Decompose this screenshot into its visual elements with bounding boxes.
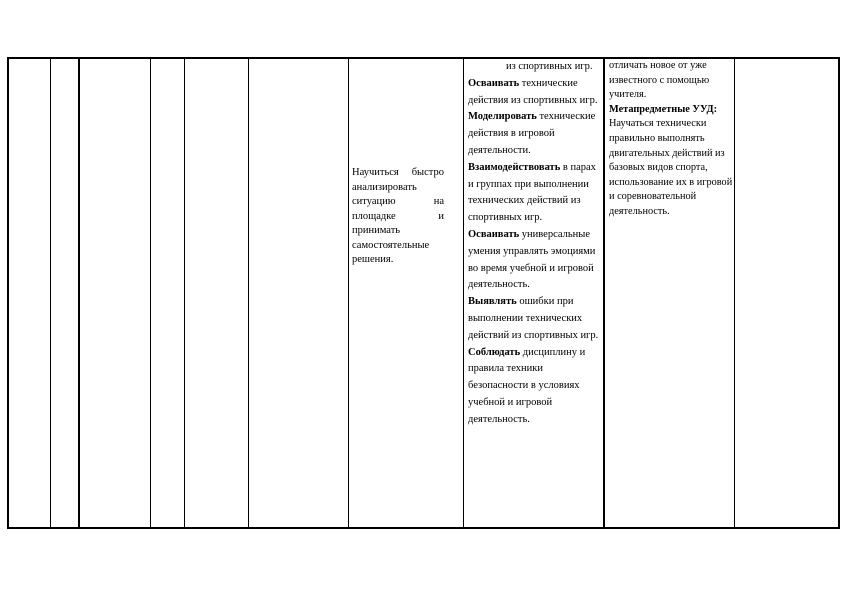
lesson-plan-table [7,57,840,529]
activity-line [468,160,599,227]
column-divider [348,59,349,527]
activity-verb: Выявлять [468,296,517,308]
activity-text: дисциплину и правила техники безопасности в условиях учебной и игровой деятельность. [468,346,586,425]
meta-body: Научаться технически правильно выполнять двигательных действий из базовых видов спорта, использование их в игровой и соревновательной деятельность. [609,118,733,217]
outcomes-cell [609,59,735,220]
activity-verb: Взаимодействовать [468,161,561,173]
column-divider [248,59,249,527]
activity-line [468,76,599,110]
activity-line [468,294,599,344]
activity-text: универсальные умения управлять эмоциями во время учебной и игровой деятельность. [468,228,596,291]
outcomes-intro: отличать новое от уже известного с помощью учителя. [609,60,710,101]
column-divider [463,59,464,527]
column-divider [184,59,185,527]
activity-verb: Соблюдать [468,346,521,358]
goal-cell [352,166,444,268]
activity-line [468,345,599,429]
activity-line [468,227,599,294]
column-divider [150,59,151,527]
outcomes-meta [609,103,735,220]
activities-cell [468,59,599,429]
activity-line [468,109,599,159]
column-divider [50,59,51,527]
activity-text: из спортивных игр. [506,61,593,72]
activity-text: ошибки при выполнении технических действий из спортивных игр. [468,296,599,341]
column-divider [78,59,80,527]
meta-label: Метапредметные УУД: [609,103,717,115]
activity-text: технические действия из спортивных игр. [468,77,598,106]
activity-text: в парах и группах при выполнении технических действий из спортивных игр. [468,161,596,224]
activity-text: технические действия в игровой деятельности. [468,111,596,156]
activity-verb: Осваивать [468,228,520,240]
column-divider [603,59,605,527]
goal-text: Научиться быстро анализировать ситуацию на площадке и принимать самостоятельные решения. [352,167,444,265]
activity-verb: Осваивать [468,77,520,89]
activity-line [468,59,599,76]
activity-verb: Моделировать [468,111,537,123]
